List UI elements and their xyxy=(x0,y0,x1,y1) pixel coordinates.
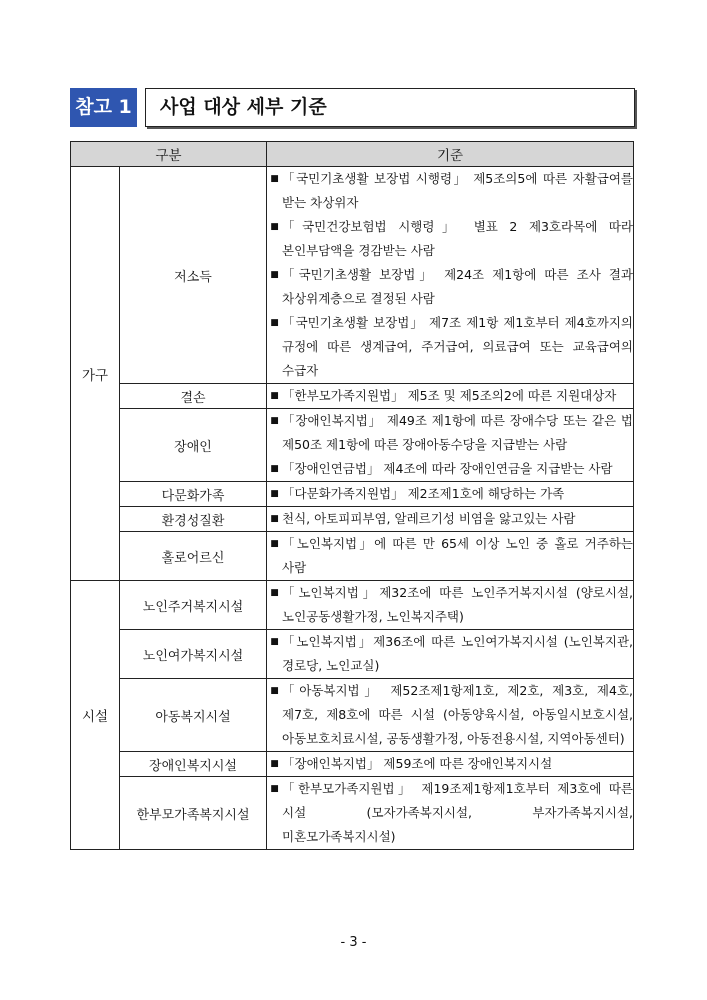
square-bullet-icon: ■ xyxy=(270,270,279,280)
criteria-text: 「장애인복지법」 제59조에 따른 장애인복지시설 xyxy=(282,756,553,771)
square-bullet-icon: ■ xyxy=(270,174,279,184)
criteria-bullet xyxy=(267,215,633,263)
table-body xyxy=(71,167,634,850)
section-title: 사업 대상 세부 기준 xyxy=(160,96,327,118)
square-bullet-icon: ■ xyxy=(270,539,279,549)
criteria-cell xyxy=(267,409,634,482)
criteria-text: 「한부모가족지원법」 제19조제1항제1호부터 제3호에 따른 시설 (모자가족복지시설, 부자가족복지시설, 미혼모가족복지시설) xyxy=(282,781,633,844)
criteria-cell xyxy=(267,384,634,409)
square-bullet-icon: ■ xyxy=(270,514,279,524)
criteria-cell xyxy=(267,777,634,850)
square-bullet-icon: ■ xyxy=(270,222,279,232)
criteria-text: 「장애인복지법」 제49조 제1항에 따른 장애수당 또는 같은 법 제50조 제1항에 따른 장애아동수당을 지급받는 사람 xyxy=(282,413,633,452)
square-bullet-icon: ■ xyxy=(270,416,279,426)
criteria-text: 「국민기초생활 보장법」 제7조 제1항 제1호부터 제4호까지의 규정에 따른 생계급여, 주거급여, 의료급여 또는 교육급여의 수급자 xyxy=(282,315,633,378)
category-cell: 결손 xyxy=(120,384,267,409)
square-bullet-icon: ■ xyxy=(270,784,279,794)
criteria-text: 「노인복지법」제36조에 따른 노인여가복지시설 (노인복지관, 경로당, 노인교실) xyxy=(282,634,633,673)
category-cell: 한부모가족복지시설 xyxy=(120,777,267,850)
criteria-text: 「국민기초생활 보장법 시행령」 제5조의5에 따른 자활급여를 받는 차상위자 xyxy=(282,171,633,210)
category-cell: 홀로어르신 xyxy=(120,532,267,581)
table-row xyxy=(71,167,634,384)
table-row xyxy=(71,384,634,409)
criteria-bullet xyxy=(267,777,633,849)
criteria-cell xyxy=(267,630,634,679)
criteria-text: 「국민건강보험법 시행령」 별표 2 제3호라목에 따라 본인부담액을 경감받는 사람 xyxy=(282,219,633,258)
criteria-cell xyxy=(267,532,634,581)
column-header-category: 구분 xyxy=(71,142,267,167)
square-bullet-icon: ■ xyxy=(270,464,279,474)
category-cell: 노인주거복지시설 xyxy=(120,581,267,630)
criteria-bullet xyxy=(267,630,633,678)
criteria-bullet xyxy=(267,384,633,408)
criteria-bullet xyxy=(267,752,633,776)
table-row xyxy=(71,679,634,752)
group-label: 시설 xyxy=(71,581,120,850)
square-bullet-icon: ■ xyxy=(270,391,279,401)
category-cell: 노인여가복지시설 xyxy=(120,630,267,679)
column-header-criteria: 기준 xyxy=(267,142,634,167)
category-cell: 다문화가족 xyxy=(120,482,267,507)
square-bullet-icon: ■ xyxy=(270,686,279,696)
table-row xyxy=(71,752,634,777)
criteria-bullet xyxy=(267,311,633,383)
criteria-cell xyxy=(267,581,634,630)
section-title-box xyxy=(145,88,635,127)
square-bullet-icon: ■ xyxy=(270,759,279,769)
category-cell: 아동복지시설 xyxy=(120,679,267,752)
criteria-bullet xyxy=(267,532,633,580)
table-row xyxy=(71,507,634,532)
criteria-cell xyxy=(267,752,634,777)
criteria-text: 「한부모가족지원법」 제5조 및 제5조의2에 따른 지원대상자 xyxy=(282,388,617,403)
criteria-text: 「노인복지법」제32조에 따른 노인주거복지시설 (양로시설, 노인공동생활가정, 노인복지주택) xyxy=(282,585,633,624)
criteria-bullet xyxy=(267,507,633,531)
section-tag: 참고 1 xyxy=(70,88,137,127)
criteria-cell xyxy=(267,679,634,752)
table-row xyxy=(71,532,634,581)
criteria-text: 「아동복지법」 제52조제1항제1호, 제2호, 제3호, 제4호, 제7호, 제8호에 따른 시설 (아동양육시설, 아동일시보호시설, 아동보호치료시설, 공동생활가정, 아동전용시설, 지역아동센터) xyxy=(282,683,633,746)
table-row xyxy=(71,409,634,482)
criteria-cell xyxy=(267,507,634,532)
criteria-text: 「장애인연금법」 제4조에 따라 장애인연금을 지급받는 사람 xyxy=(282,461,613,476)
table-row xyxy=(71,581,634,630)
square-bullet-icon: ■ xyxy=(270,588,279,598)
category-cell: 환경성질환 xyxy=(120,507,267,532)
criteria-cell xyxy=(267,167,634,384)
group-label: 가구 xyxy=(71,167,120,581)
square-bullet-icon: ■ xyxy=(270,489,279,499)
table-row xyxy=(71,777,634,850)
square-bullet-icon: ■ xyxy=(270,318,279,328)
criteria-bullet xyxy=(267,581,633,629)
criteria-text: 천식, 아토피피부염, 알레르기성 비염을 앓고있는 사람 xyxy=(282,511,576,526)
table-row xyxy=(71,482,634,507)
criteria-bullet xyxy=(267,263,633,311)
criteria-text: 「다문화가족지원법」 제2조제1호에 해당하는 가족 xyxy=(282,486,565,501)
criteria-cell xyxy=(267,482,634,507)
page-number: - 3 - xyxy=(340,935,367,950)
criteria-bullet xyxy=(267,679,633,751)
category-cell: 장애인복지시설 xyxy=(120,752,267,777)
criteria-text: 「노인복지법」에 따른 만 65세 이상 노인 중 홀로 거주하는 사람 xyxy=(282,536,633,575)
table-row xyxy=(71,630,634,679)
criteria-bullet xyxy=(267,409,633,457)
table-header-row xyxy=(71,142,634,167)
criteria-text: 「국민기초생활 보장법」 제24조 제1항에 따른 조사 결과 차상위계층으로 결정된 사람 xyxy=(282,267,633,306)
category-cell: 장애인 xyxy=(120,409,267,482)
category-cell: 저소득 xyxy=(120,167,267,384)
criteria-bullet xyxy=(267,457,633,481)
criteria-table xyxy=(70,141,634,850)
criteria-bullet xyxy=(267,167,633,215)
criteria-bullet xyxy=(267,482,633,506)
square-bullet-icon: ■ xyxy=(270,637,279,647)
